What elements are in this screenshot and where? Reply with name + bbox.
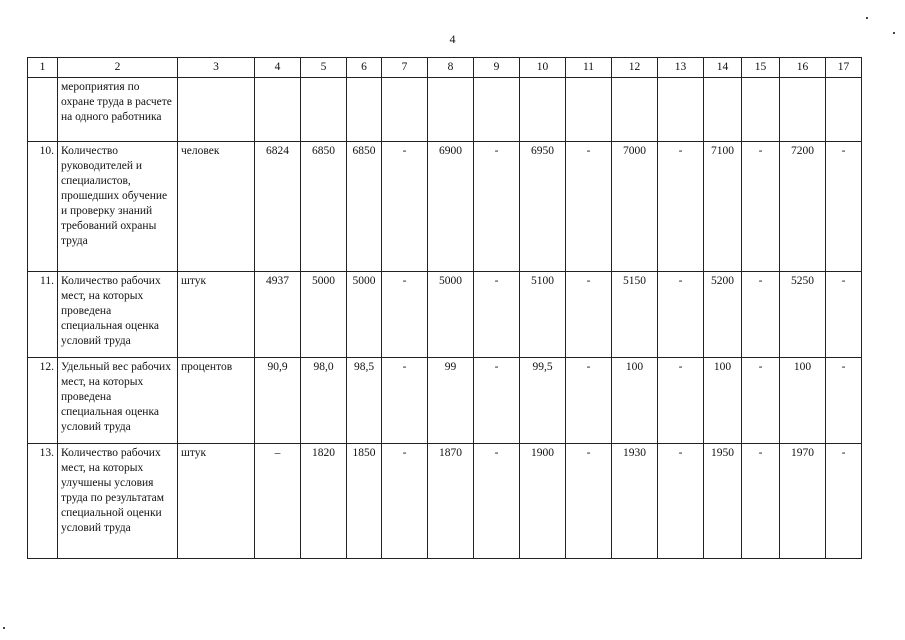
value-cell [780, 78, 826, 142]
value-cell: 6824 [255, 142, 301, 272]
column-header: 16 [780, 58, 826, 78]
value-cell: 7100 [704, 142, 742, 272]
value-cell [347, 78, 382, 142]
value-cell: 100 [704, 358, 742, 444]
value-cell: - [566, 142, 612, 272]
row-number: 10. [28, 142, 58, 272]
column-header: 12 [612, 58, 658, 78]
value-cell [382, 78, 428, 142]
row-number: 13. [28, 444, 58, 559]
value-cell: - [658, 142, 704, 272]
column-header: 2 [58, 58, 178, 78]
value-cell: - [826, 272, 862, 358]
column-number-row [28, 58, 862, 78]
table-row [28, 142, 862, 272]
value-cell: - [658, 272, 704, 358]
value-cell: 98,0 [301, 358, 347, 444]
value-cell: - [658, 358, 704, 444]
value-cell [255, 78, 301, 142]
page-number: 4 [449, 32, 456, 46]
value-cell: - [826, 444, 862, 559]
table-row-continuation [28, 78, 862, 142]
value-cell [566, 78, 612, 142]
value-cell [428, 78, 474, 142]
indicators-table [27, 57, 862, 559]
value-cell: - [474, 272, 520, 358]
value-cell: 1820 [301, 444, 347, 559]
value-cell: - [566, 272, 612, 358]
value-cell: - [474, 444, 520, 559]
value-cell: 5200 [704, 272, 742, 358]
value-cell: 6950 [520, 142, 566, 272]
value-cell [658, 78, 704, 142]
table-row [28, 358, 862, 444]
value-cell: 98,5 [347, 358, 382, 444]
indicator-name: Количество рабочих мест, на которых улучшены условия труда по результатам специальной оценки условий труда [58, 444, 178, 559]
value-cell: - [742, 272, 780, 358]
column-header: 4 [255, 58, 301, 78]
value-cell: - [742, 444, 780, 559]
value-cell: 99,5 [520, 358, 566, 444]
indicator-name: мероприятия по охране труда в расчете на одного работника [58, 78, 178, 142]
value-cell: 5000 [428, 272, 474, 358]
value-cell: - [742, 358, 780, 444]
value-cell: - [382, 272, 428, 358]
value-cell: 90,9 [255, 358, 301, 444]
value-cell: 7200 [780, 142, 826, 272]
value-cell: 5100 [520, 272, 566, 358]
unit-cell: штук [178, 444, 255, 559]
column-header: 1 [28, 58, 58, 78]
value-cell: – [255, 444, 301, 559]
value-cell: 1850 [347, 444, 382, 559]
value-cell: - [382, 358, 428, 444]
value-cell: - [474, 358, 520, 444]
value-cell: 1950 [704, 444, 742, 559]
scan-speck [893, 32, 895, 34]
value-cell [520, 78, 566, 142]
value-cell [301, 78, 347, 142]
value-cell: - [566, 444, 612, 559]
unit-cell: штук [178, 272, 255, 358]
value-cell: 1970 [780, 444, 826, 559]
table-row [28, 444, 862, 559]
value-cell: 6850 [301, 142, 347, 272]
scan-speck [866, 17, 868, 19]
value-cell: - [742, 142, 780, 272]
column-header: 14 [704, 58, 742, 78]
value-cell: 99 [428, 358, 474, 444]
value-cell: - [566, 358, 612, 444]
value-cell: 1930 [612, 444, 658, 559]
value-cell [704, 78, 742, 142]
unit-cell: человек [178, 142, 255, 272]
value-cell: 1870 [428, 444, 474, 559]
unit-cell: процентов [178, 358, 255, 444]
indicator-name: Удельный вес рабочих мест, на которых проведена специальная оценка условий труда [58, 358, 178, 444]
table-row [28, 272, 862, 358]
column-header: 7 [382, 58, 428, 78]
value-cell: 6900 [428, 142, 474, 272]
value-cell: 100 [612, 358, 658, 444]
value-cell: 5000 [347, 272, 382, 358]
value-cell: 4937 [255, 272, 301, 358]
value-cell: 5250 [780, 272, 826, 358]
value-cell: 100 [780, 358, 826, 444]
value-cell [474, 78, 520, 142]
column-header: 13 [658, 58, 704, 78]
value-cell: - [382, 444, 428, 559]
indicator-name: Количество руководителей и специалистов, прошедших обучение и проверку знаний требований охраны труда [58, 142, 178, 272]
value-cell [742, 78, 780, 142]
row-number [28, 78, 58, 142]
value-cell: - [826, 142, 862, 272]
column-header: 10 [520, 58, 566, 78]
value-cell: 7000 [612, 142, 658, 272]
value-cell: - [474, 142, 520, 272]
column-header: 15 [742, 58, 780, 78]
column-header: 3 [178, 58, 255, 78]
row-number: 11. [28, 272, 58, 358]
unit-cell [178, 78, 255, 142]
value-cell: - [382, 142, 428, 272]
indicator-name: Количество рабочих мест, на которых проведена специальная оценка условий труда [58, 272, 178, 358]
value-cell: - [826, 358, 862, 444]
column-header: 11 [566, 58, 612, 78]
row-number: 12. [28, 358, 58, 444]
value-cell: 5000 [301, 272, 347, 358]
value-cell: - [658, 444, 704, 559]
value-cell: 1900 [520, 444, 566, 559]
column-header: 6 [347, 58, 382, 78]
value-cell: 6850 [347, 142, 382, 272]
column-header: 8 [428, 58, 474, 78]
value-cell: 5150 [612, 272, 658, 358]
column-header: 5 [301, 58, 347, 78]
value-cell [826, 78, 862, 142]
value-cell [612, 78, 658, 142]
column-header: 9 [474, 58, 520, 78]
column-header: 17 [826, 58, 862, 78]
scan-speck [3, 627, 5, 629]
